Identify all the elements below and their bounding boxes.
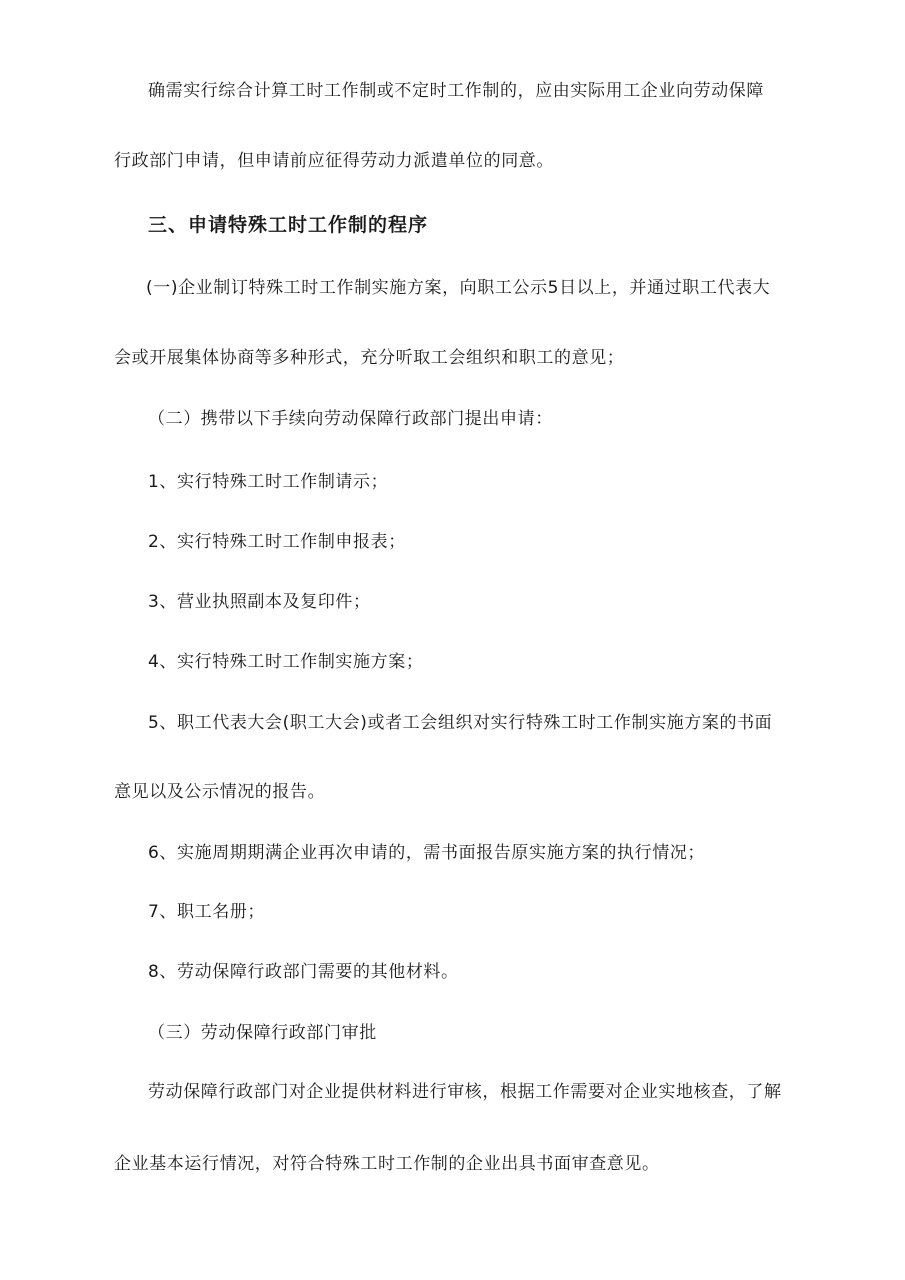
paragraph-line: 确需实行综合计算工时工作制或不定时工作制的，应由实际用工企业向劳动保障 bbox=[148, 81, 764, 101]
paragraph-line: 行政部门申请，但申请前应征得劳动力派遣单位的同意。 bbox=[114, 151, 554, 171]
paragraph-line: 劳动保障行政部门对企业提供材料进行审核，根据工作需要对企业实地核查，了解 bbox=[148, 1082, 782, 1102]
list-item: 意见以及公示情况的报告。 bbox=[114, 782, 326, 802]
list-item: 1、实行特殊工时工作制请示； bbox=[148, 472, 389, 492]
section-heading: 三、申请特殊工时工作制的程序 bbox=[148, 214, 429, 236]
subheading: （三）劳动保障行政部门审批 bbox=[148, 1023, 377, 1043]
list-item: 6、实施周期期满企业再次申请的，需书面报告原实施方案的执行情况； bbox=[148, 843, 706, 863]
list-item: 7、职工名册； bbox=[148, 902, 266, 922]
paragraph-line: (一)企业制订特殊工时工作制实施方案，向职工公示5日以上，并通过职工代表大 bbox=[146, 278, 771, 298]
list-item: 8、劳动保障行政部门需要的其他材料。 bbox=[148, 962, 459, 982]
list-item: 5、职工代表大会(职工大会)或者工会组织对实行特殊工时工作制实施方案的书面 bbox=[148, 713, 773, 733]
paragraph-line: 企业基本运行情况，对符合特殊工时工作制的企业出具书面审查意见。 bbox=[114, 1154, 660, 1174]
subheading: （二）携带以下手续向劳动保障行政部门提出申请： bbox=[148, 409, 553, 429]
paragraph-line: 会或开展集体协商等多种形式，充分听取工会组织和职工的意见； bbox=[114, 348, 625, 368]
list-item: 4、实行特殊工时工作制实施方案； bbox=[148, 652, 424, 672]
list-item: 2、实行特殊工时工作制申报表； bbox=[148, 532, 406, 552]
list-item: 3、营业执照副本及复印件； bbox=[148, 592, 371, 612]
